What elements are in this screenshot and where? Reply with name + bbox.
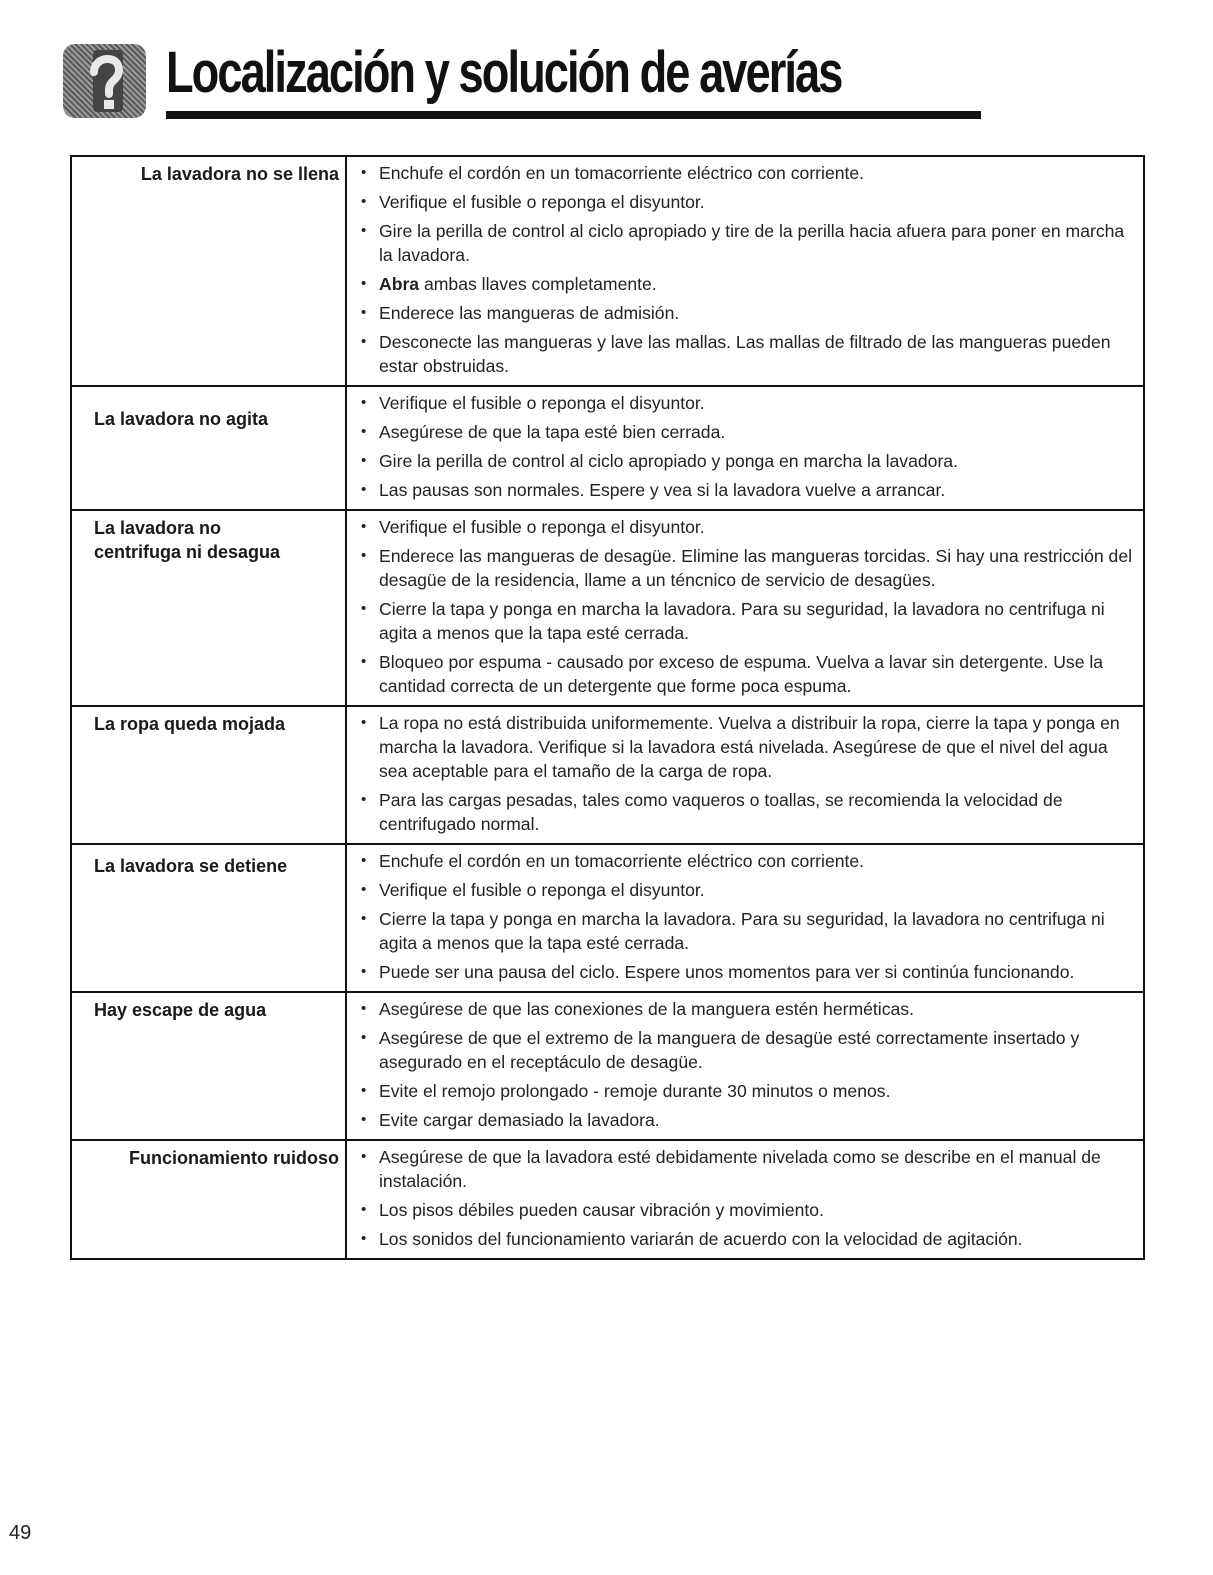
- list-item: • Asegúrese de que la lavadora esté debidamente nivelada como se describe en el manual de instalación.: [359, 1145, 1133, 1193]
- problem-label: La lavadora no agita: [94, 409, 269, 429]
- list-item: • Puede ser una pausa del ciclo. Espere unos momentos para ver si continúa funcionando.: [359, 960, 1133, 984]
- bold-word: Abra: [379, 274, 420, 294]
- table-row: [71, 510, 1144, 706]
- problem-cell: [71, 156, 346, 386]
- list-item: • Para las cargas pesadas, tales como vaqueros o toallas, se recomienda la velocidad de centrifugado normal.: [359, 788, 1133, 836]
- solution-cell: [346, 992, 1144, 1140]
- list-item: • Enderece las mangueras de admisión.: [359, 301, 1133, 325]
- list-item: • Verifique el fusible o reponga el disyuntor.: [359, 515, 1133, 539]
- question-mark-icon: [63, 44, 146, 118]
- list-item: • Las pausas son normales. Espere y vea si la lavadora vuelve a arrancar.: [359, 478, 1133, 502]
- solution-list: [359, 161, 1133, 378]
- title-underline: [166, 111, 981, 119]
- problem-cell: [71, 992, 346, 1140]
- table-row: [71, 156, 1144, 386]
- list-item: • Cierre la tapa y ponga en marcha la lavadora. Para su seguridad, la lavadora no centrifuga ni agita a menos que la tapa esté cerrada.: [359, 907, 1133, 955]
- problem-label: La lavadora no se llena: [140, 164, 339, 184]
- solution-list: [359, 1145, 1133, 1251]
- problem-cell: [71, 844, 346, 992]
- solution-list: [359, 515, 1133, 698]
- list-item: • Enchufe el cordón en un tomacorriente eléctrico con corriente.: [359, 849, 1133, 873]
- solution-cell: [346, 706, 1144, 844]
- problem-label: La lavadora se detiene: [94, 856, 288, 876]
- list-item: • Asegúrese de que el extremo de la manguera de desagüe esté correctamente insertado y asegurado en el receptáculo de desagüe.: [359, 1026, 1133, 1074]
- table-row: [71, 1140, 1144, 1259]
- solution-cell: [346, 1140, 1144, 1259]
- page-title: Localización y solución de averías: [166, 40, 842, 105]
- problem-label: centrifuga ni desagua: [94, 542, 281, 562]
- page-header: [63, 38, 923, 124]
- list-item-text: ambas llaves completamente.: [423, 274, 657, 294]
- page-number: 49: [9, 1522, 32, 1544]
- troubleshooting-table: [70, 155, 1145, 1260]
- problem-cell: [71, 510, 346, 706]
- list-item: • Bloqueo por espuma - causado por exceso de espuma. Vuelva a lavar sin detergente. Use la cantidad correcta de un detergente que forme poca espuma.: [359, 650, 1133, 698]
- list-item: • Evite el remojo prolongado - remoje durante 30 minutos o menos.: [359, 1079, 1133, 1103]
- list-item: • Asegúrese de que las conexiones de la manguera estén herméticas.: [359, 997, 1133, 1021]
- list-item: • Evite cargar demasiado la lavadora.: [359, 1108, 1133, 1132]
- table-row: [71, 706, 1144, 844]
- list-item: • Cierre la tapa y ponga en marcha la lavadora. Para su seguridad, la lavadora no centrifuga ni agita a menos que la tapa esté cerrada.: [359, 597, 1133, 645]
- problem-label: Funcionamiento ruidoso: [129, 1148, 339, 1168]
- list-item: • Desconecte las mangueras y lave las mallas. Las mallas de filtrado de las mangueras pueden estar obstruidas.: [359, 330, 1133, 378]
- list-item: • Los pisos débiles pueden causar vibración y movimiento.: [359, 1198, 1133, 1222]
- solution-cell: [346, 844, 1144, 992]
- problem-cell: [71, 1140, 346, 1259]
- list-item: • La ropa no está distribuida uniformemente. Vuelva a distribuir la ropa, cierre la tapa y ponga en marcha la lavadora. Verifique si la lavadora está nivelada. Asegúrese de que el nivel del agua sea aceptable para el tamaño de la carga de ropa.: [359, 711, 1133, 783]
- list-item: • Enchufe el cordón en un tomacorriente eléctrico con corriente.: [359, 161, 1133, 185]
- list-item: • Los sonidos del funcionamiento variarán de acuerdo con la velocidad de agitación.: [359, 1227, 1133, 1251]
- list-item: • Gire la perilla de control al ciclo apropiado y tire de la perilla hacia afuera para poner en marcha la lavadora.: [359, 219, 1133, 267]
- solution-list: [359, 849, 1133, 984]
- list-item: • Gire la perilla de control al ciclo apropiado y ponga en marcha la lavadora.: [359, 449, 1133, 473]
- solution-list: [359, 997, 1133, 1132]
- problem-label: Hay escape de agua: [94, 1000, 267, 1020]
- list-item: • Asegúrese de que la tapa esté bien cerrada.: [359, 420, 1133, 444]
- list-item: • Verifique el fusible o reponga el disyuntor.: [359, 190, 1133, 214]
- table-row: [71, 386, 1144, 510]
- solution-list: [359, 711, 1133, 836]
- solution-cell: [346, 386, 1144, 510]
- list-item: • Enderece las mangueras de desagüe. Elimine las mangueras torcidas. Si hay una restricción del desagüe de la residencia, llame a un téncnico de servicio de desagües.: [359, 544, 1133, 592]
- problem-label: La ropa queda mojada: [94, 714, 286, 734]
- list-item: • Verifique el fusible o reponga el disyuntor.: [359, 878, 1133, 902]
- table-row: [71, 992, 1144, 1140]
- problem-cell: [71, 706, 346, 844]
- table-row: [71, 844, 1144, 992]
- solution-cell: [346, 510, 1144, 706]
- solution-cell: [346, 156, 1144, 386]
- list-item: • Verifique el fusible o reponga el disyuntor.: [359, 391, 1133, 415]
- problem-label: La lavadora no: [94, 518, 222, 538]
- problem-cell: [71, 386, 346, 510]
- list-item: [359, 272, 1133, 296]
- solution-list: [359, 391, 1133, 502]
